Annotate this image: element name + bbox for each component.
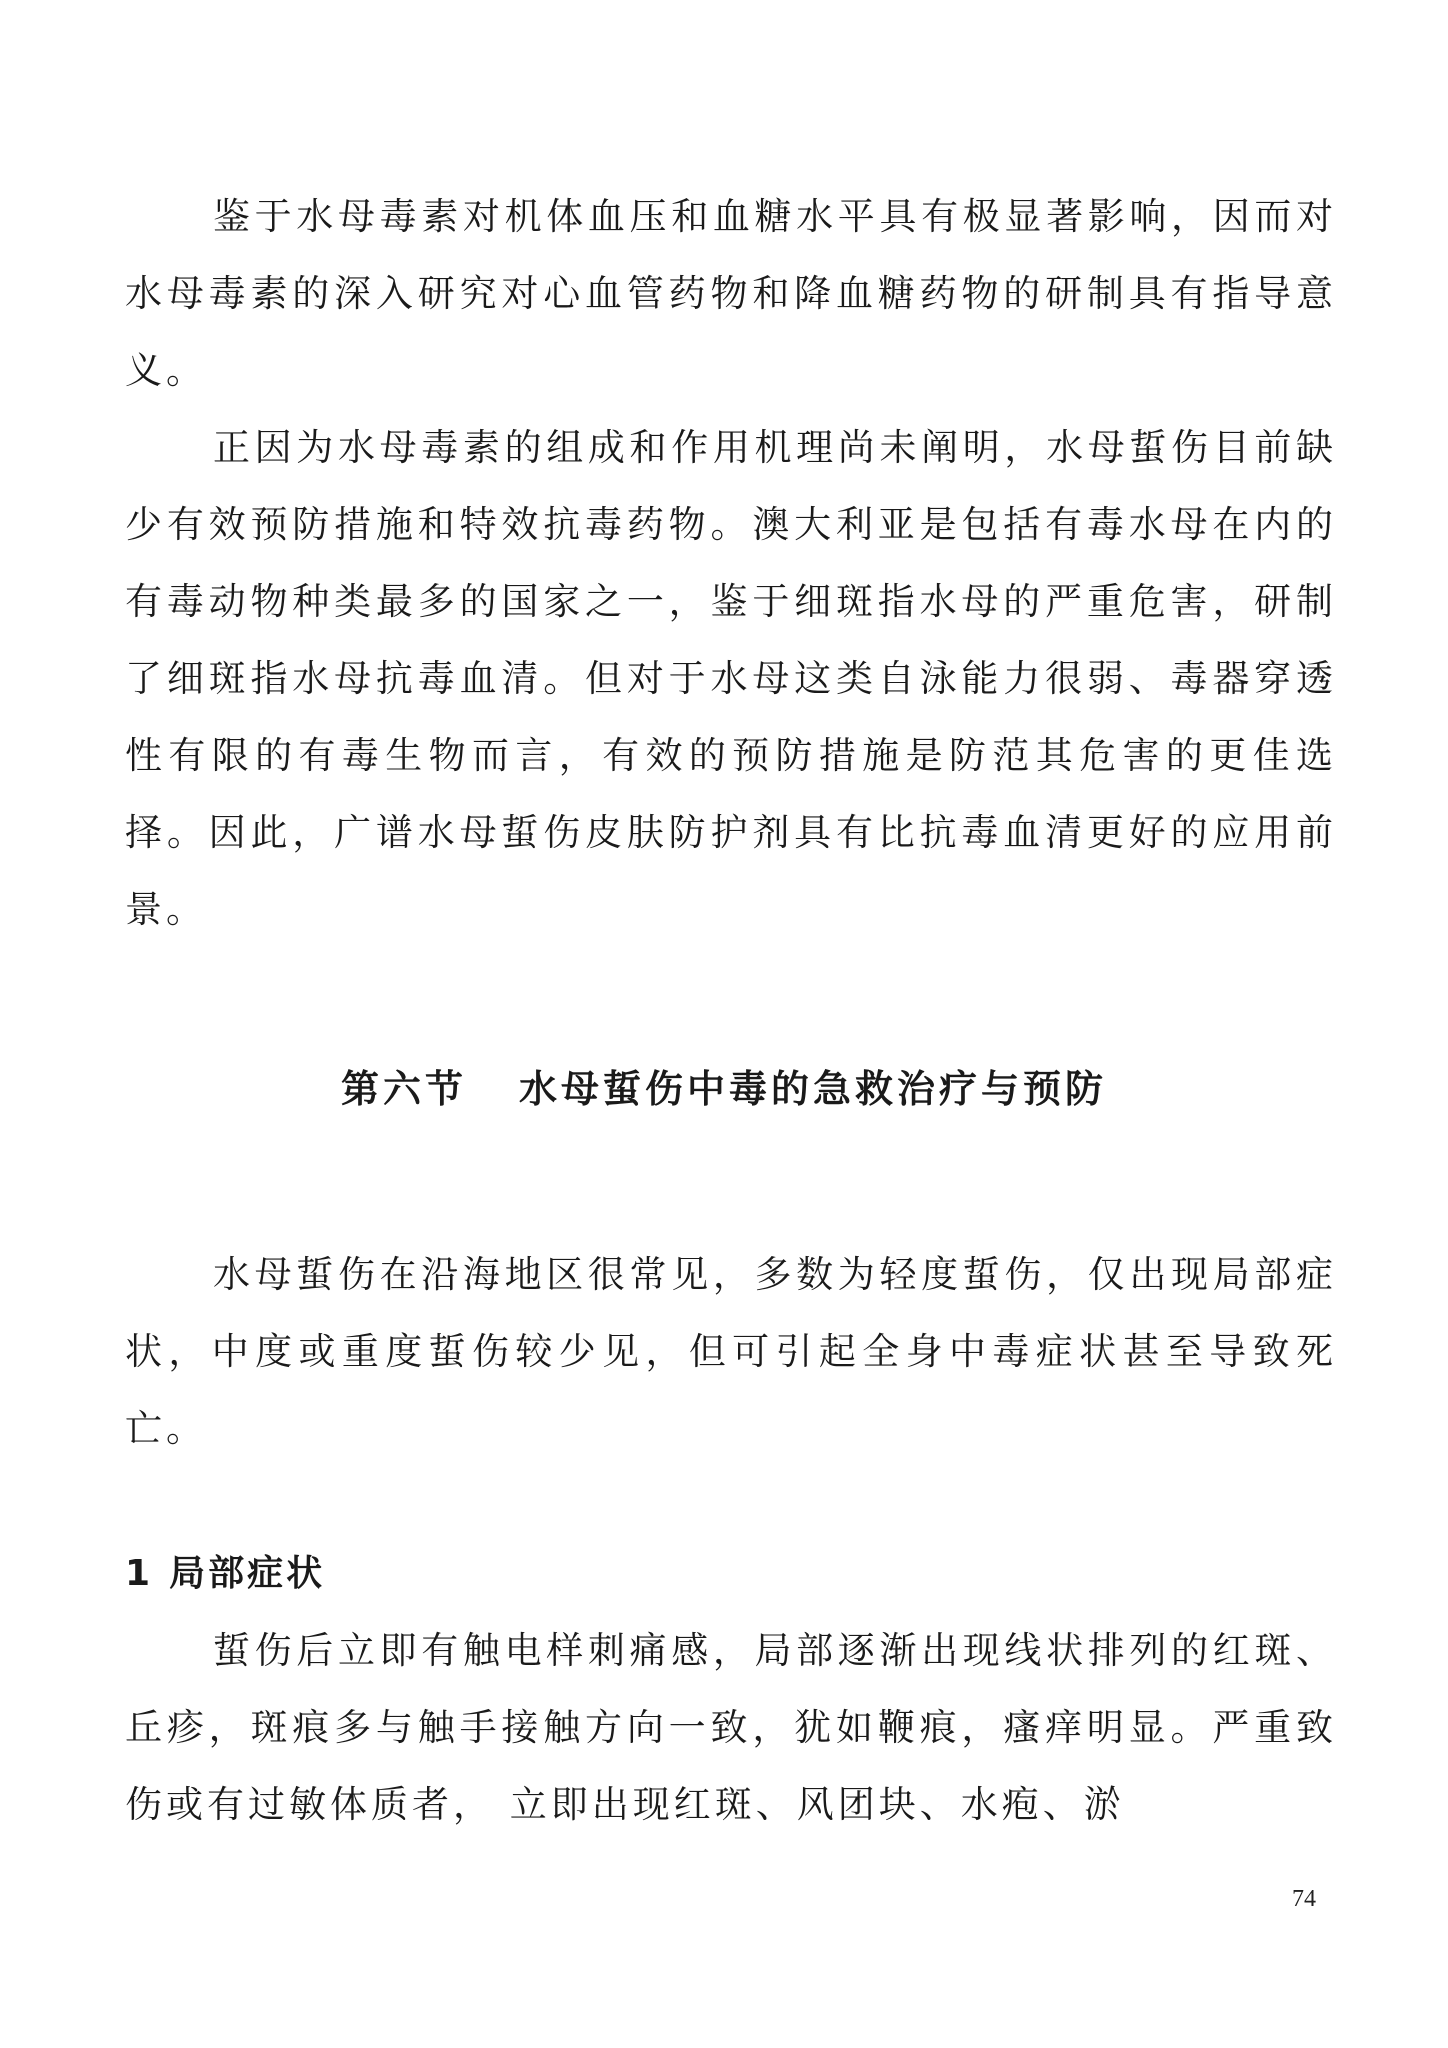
section-heading [0,1050,1448,1127]
section-title-text: 水母蜇伤中毒的急救治疗与预防 [519,1066,1108,1111]
subsection-title-text: 局部症状 [169,1553,326,1594]
paragraph-sting-overview: 水母蜇伤在沿海地区很常见，多数为轻度蜇伤，仅出现局部症状，中度或重度蜇伤较少见，但可引起全身中毒症状甚至导致死亡。 [125,1253,1337,1450]
paragraph-prevention: 正因为水母毒素的组成和作用机理尚未阐明，水母蜇伤目前缺少有效预防措施和特效抗毒药物。澳大利亚是包括有毒水母在内的有毒动物种类最多的国家之一，鉴于细斑指水母的严重危害，研制了细斑指水母抗毒血清。但对于水母这类自泳能力很弱、毒器穿透性有限的有毒生物而言，有效的预防措施是防范其危害的更佳选择。因此，广谱水母蜇伤皮肤防护剂具有比抗毒血清更好的应用前景。 [125,426,1337,931]
paragraph-toxin-research: 鉴于水母毒素对机体血压和血糖水平具有极显著影响，因而对水母毒素的深入研究对心血管药物和降血糖药物的研制具有指导意义。 [125,195,1337,392]
page-number: 74 [1292,1886,1316,1912]
section-number: 第六节 [340,1066,467,1111]
paragraph-local-symptoms: 蜇伤后立即有触电样刺痛感，局部逐渐出现线状排列的红斑、丘疹，斑痕多与触手接触方向一致，犹如鞭痕，瘙痒明显。严重致伤或有过敏体质者， 立即出现红斑、风团块、水疱、淤 [125,1629,1337,1826]
subsection-heading [125,1535,325,1612]
subsection-number: 1 [125,1553,154,1594]
